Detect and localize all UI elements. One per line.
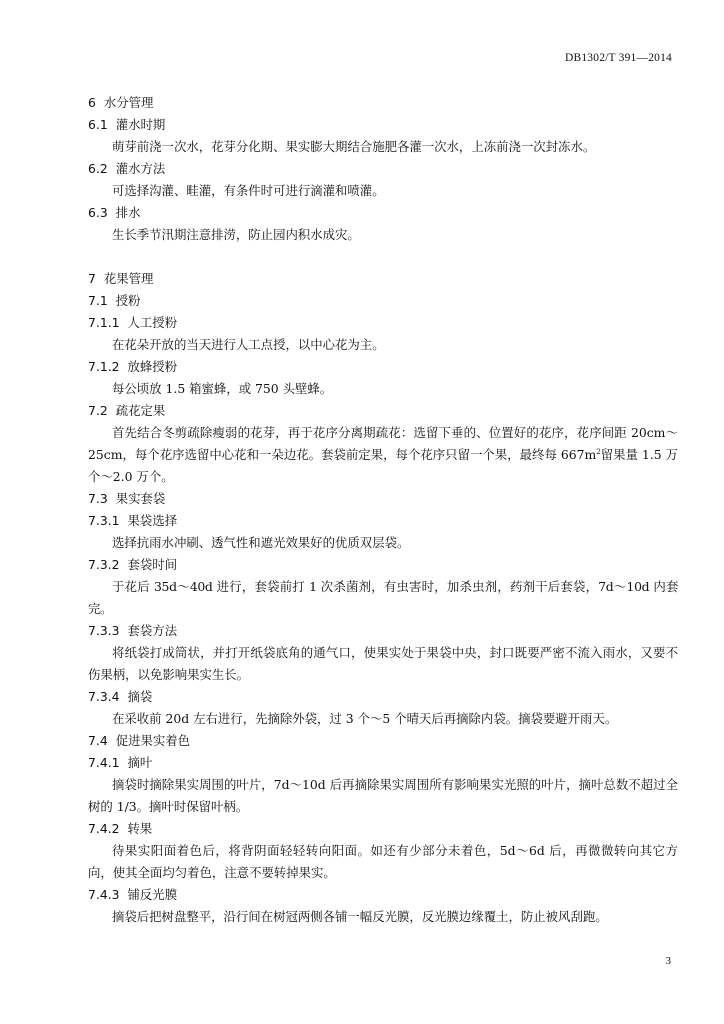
section-heading-7-1: 7.1 授粉 bbox=[88, 293, 141, 308]
paragraph-7-1-2: 每公顷放 1.5 箱蜜蜂，或 750 头壁蜂。 bbox=[112, 381, 333, 396]
section-heading-7-1-1: 7.1.1 人工授粉 bbox=[88, 315, 178, 330]
section-heading-6-2: 6.2 灌水方法 bbox=[88, 161, 166, 176]
section-heading-7-4-1: 7.4.1 摘叶 bbox=[88, 755, 153, 770]
paragraph-7-1-1: 在花朵开放的当天进行人工点授，以中心花为主。 bbox=[112, 337, 385, 352]
section-heading-7-4-3: 7.4.3 铺反光膜 bbox=[88, 887, 178, 902]
section-spacer bbox=[88, 246, 678, 268]
section-heading-6-1: 6.1 灌水时期 bbox=[88, 117, 166, 132]
document-body bbox=[88, 92, 678, 928]
section-heading-7-2: 7.2 疏花定果 bbox=[88, 403, 166, 418]
paragraph-7-4-2: 待果实阳面着色后，将背阴面轻轻转向阳面。如还有少部分未着色，5d～6d 后，再微微转向其它方向，使其全面均匀着色，注意不要转掉果实。 bbox=[88, 843, 678, 880]
section-heading-6: 6 水分管理 bbox=[88, 95, 154, 110]
section-heading-7-3-1: 7.3.1 果袋选择 bbox=[88, 513, 178, 528]
paragraph-7-4-1: 摘袋时摘除果实周围的叶片，7d～10d 后再摘除果实周围所有影响果实光照的叶片，摘叶总数不超过全树的 1/3。摘叶时保留叶柄。 bbox=[88, 777, 678, 814]
section-heading-7-4: 7.4 促进果实着色 bbox=[88, 733, 191, 748]
paragraph-7-4-3: 摘袋后把树盘整平，沿行间在树冠两侧各铺一幅反光膜，反光膜边缘覆土，防止被风刮跑。 bbox=[112, 909, 608, 924]
paragraph-7-2: 首先结合冬剪疏除瘦弱的花芽，再于花序分离期疏花：选留下垂的、位置好的花序，花序间距 20cm～25cm，每个花序选留中心花和一朵边花。套袋前定果，每个花序只留一个果，最终每 $667m^2$留果量 1.5 万个～2.0 万个。 bbox=[88, 425, 678, 484]
section-heading-6-3: 6.3 排水 bbox=[88, 205, 141, 220]
paragraph-7-3-1: 选择抗雨水冲刷、透气性和遮光效果好的优质双层袋。 bbox=[112, 535, 410, 550]
page-number: 3 bbox=[665, 955, 671, 967]
paragraph-6-3: 生长季节汛期注意排涝，防止园内积水成灾。 bbox=[112, 227, 360, 242]
document-id-header: DB1302/T 391—2014 bbox=[564, 52, 672, 64]
superscript-unit: 2 bbox=[596, 447, 601, 456]
section-heading-7-3-4: 7.3.4 摘袋 bbox=[88, 689, 153, 704]
section-heading-7-3-2: 7.3.2 套袋时间 bbox=[88, 557, 178, 572]
paragraph-6-2: 可选择沟灌、畦灌，有条件时可进行滴灌和喷灌。 bbox=[112, 183, 385, 198]
paragraph-7-3-4: 在采收前 20d 左右进行，先摘除外袋，过 3 个～5 个晴天后再摘除内袋。摘袋要避开雨天。 bbox=[112, 711, 618, 726]
paragraph-7-3-2: 于花后 35d～40d 进行，套袋前打 1 次杀菌剂，有虫害时，加杀虫剂，药剂干后套袋，7d～10d 内套完。 bbox=[88, 579, 678, 616]
section-heading-7-4-2: 7.4.2 转果 bbox=[88, 821, 153, 836]
paragraph-6-1: 萌芽前浇一次水，花芽分化期、果实膨大期结合施肥各灌一次水，上冻前浇一次封冻水。 bbox=[112, 139, 596, 154]
section-heading-7-3: 7.3 果实套袋 bbox=[88, 491, 166, 506]
section-heading-7-3-3: 7.3.3 套袋方法 bbox=[88, 623, 178, 638]
paragraph-7-3-3: 将纸袋打成筒状，并打开纸袋底角的通气口，使果实处于果袋中央，封口既要严密不流入雨水，又要不伤果柄，以免影响果实生长。 bbox=[88, 645, 678, 682]
section-heading-7-1-2: 7.1.2 放蜂授粉 bbox=[88, 359, 178, 374]
section-heading-7: 7 花果管理 bbox=[88, 271, 154, 286]
